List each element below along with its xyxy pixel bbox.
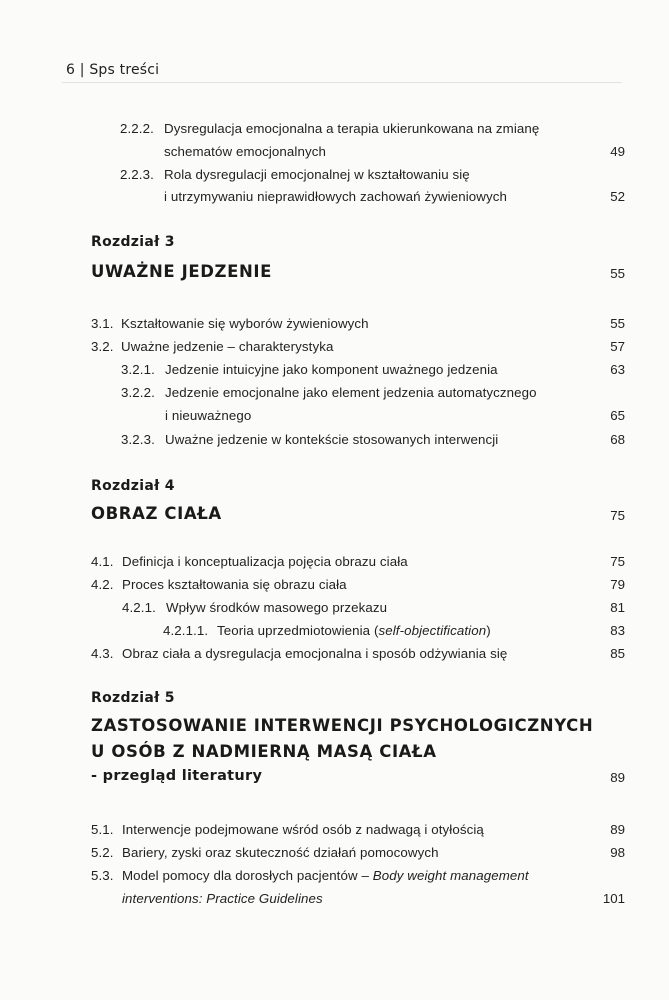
entry-title-italic: self-objectification (378, 623, 487, 638)
chapter-4-page: 75 (610, 508, 625, 523)
entry-title-continued: i nieuważnego (165, 408, 252, 423)
entry-page: 83 (610, 623, 625, 638)
entry-page: 101 (602, 891, 625, 906)
chapter-3-page: 55 (610, 266, 625, 281)
entry-title-italic-continued: interventions: Practice Guidelines (122, 891, 323, 906)
entry-page: 65 (610, 408, 625, 423)
entry-title: Jedzenie emocjonalne jako element jedzenia automatycznego (165, 385, 537, 400)
entry-title: Interwencje podejmowane wśród osób z nadwagą i otyłością (122, 822, 484, 837)
chapter-5-title-line1[interactable]: ZASTOSOWANIE INTERWENCJI PSYCHOLOGICZNYCH (91, 716, 594, 735)
entry-title: Kształtowanie się wyborów żywieniowych (121, 316, 369, 331)
header-rule (62, 82, 622, 83)
entry-title-text: Model pomocy dla dorosłych pacjentów – (122, 868, 373, 883)
entry-title-text: Teoria uprzedmiotowienia ( (217, 623, 379, 638)
entry-number: 3.2.3. (121, 432, 155, 447)
entry-page: 98 (610, 845, 625, 860)
entry-number: 5.1. (91, 822, 114, 837)
entry-page: 81 (610, 600, 625, 615)
chapter-5-subtitle: - przegląd literatury (91, 768, 263, 784)
entry-number: 4.2. (91, 577, 114, 592)
chapter-5-page: 89 (610, 770, 625, 785)
entry-title: Jedzenie intuicyjne jako komponent uważnego jedzenia (165, 362, 498, 377)
entry-title: Definicja i konceptualizacja pojęcia obrazu ciała (122, 554, 408, 569)
entry-page: 75 (610, 554, 625, 569)
entry-page: 68 (610, 432, 625, 447)
chapter-3-title[interactable]: UWAŻNE JEDZENIE (91, 262, 272, 281)
entry-number: 4.3. (91, 646, 114, 661)
running-header: 6 | Sps treści (66, 62, 160, 78)
entry-page: 49 (610, 144, 625, 159)
entry-title: Bariery, zyski oraz skuteczność działań pomocowych (122, 845, 439, 860)
entry-page: 79 (610, 577, 625, 592)
entry-number: 2.2.3. (120, 167, 154, 182)
entry-number: 5.2. (91, 845, 114, 860)
entry-number: 5.3. (91, 868, 114, 883)
chapter-4-title[interactable]: OBRAZ CIAŁA (91, 504, 222, 523)
entry-number: 3.1. (91, 316, 114, 331)
entry-number: 3.2.1. (121, 362, 155, 377)
chapter-4-label: Rozdział 4 (91, 478, 175, 494)
entry-number: 4.2.1. (122, 600, 156, 615)
entry-title: Uważne jedzenie w kontekście stosowanych interwencji (165, 432, 499, 447)
entry-title: Rola dysregulacji emocjonalnej w kształtowaniu się (164, 167, 470, 182)
entry-title (122, 864, 529, 887)
chapter-5-title-line2[interactable]: U OSÓB Z NADMIERNĄ MASĄ CIAŁA (91, 742, 437, 761)
entry-title: Dysregulacja emocjonalna a terapia ukierunkowana na zmianę (164, 121, 540, 136)
entry-title: Proces kształtowania się obrazu ciała (122, 577, 347, 592)
entry-title: Wpływ środków masowego przekazu (166, 600, 388, 615)
entry-title-continued: schematów emocjonalnych (164, 144, 326, 159)
entry-title: Obraz ciała a dysregulacja emocjonalna i sposób odżywiania się (122, 646, 508, 661)
entry-page: 57 (610, 339, 625, 354)
chapter-3-label: Rozdział 3 (91, 234, 175, 250)
entry-page: 63 (610, 362, 625, 377)
entry-title-italic: Body weight management (372, 868, 529, 883)
entry-title: Uważne jedzenie – charakterystyka (121, 339, 334, 354)
entry-title-continued: i utrzymywaniu nieprawidłowych zachowań żywieniowych (164, 189, 507, 204)
entry-number: 2.2.2. (120, 121, 154, 136)
entry-number: 3.2.2. (121, 385, 155, 400)
entry-page: 52 (610, 189, 625, 204)
entry-page: 55 (610, 316, 625, 331)
entry-number: 3.2. (91, 339, 114, 354)
entry-title-continued (122, 887, 323, 910)
entry-title (217, 619, 491, 642)
entry-number: 4.2.1.1. (163, 623, 209, 638)
entry-title-end: ) (486, 623, 491, 638)
chapter-5-label: Rozdział 5 (91, 690, 175, 706)
entry-page: 85 (610, 646, 625, 661)
entry-page: 89 (610, 822, 625, 837)
entry-number: 4.1. (91, 554, 114, 569)
